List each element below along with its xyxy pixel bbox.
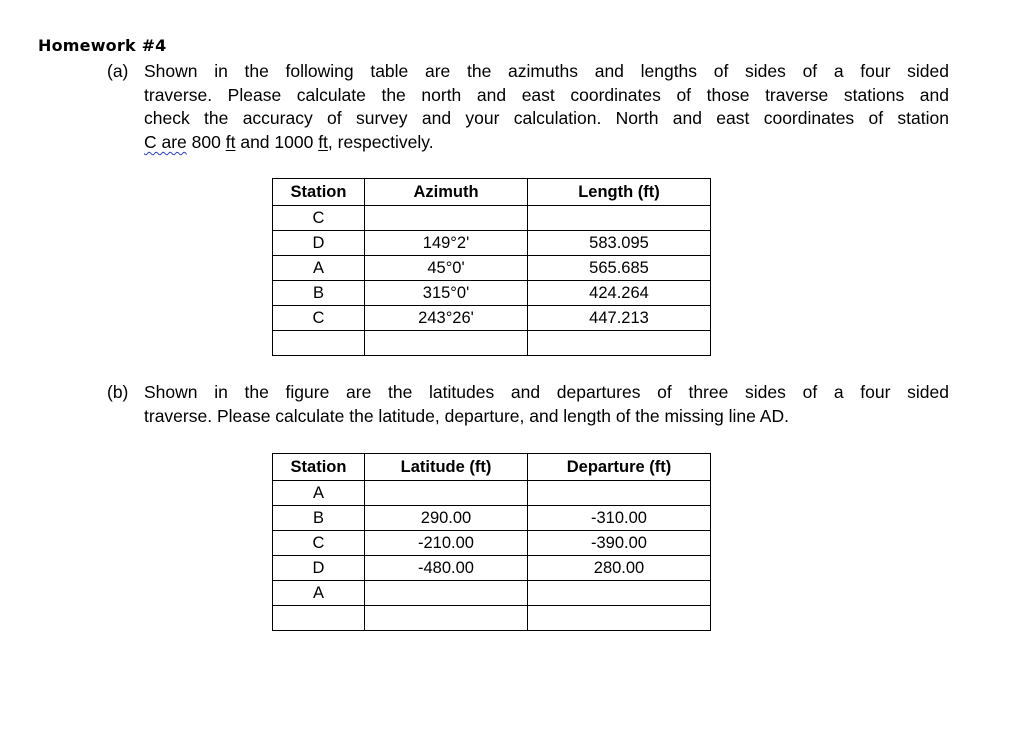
table-row [273, 531, 711, 556]
departure-cell: -310.00 [528, 506, 711, 531]
latitude-cell [365, 581, 528, 606]
departure-cell [528, 581, 711, 606]
length-cell: 565.685 [528, 256, 711, 281]
station-cell: D [273, 231, 365, 256]
azimuth-cell: 149°2' [365, 231, 528, 256]
table-row [273, 331, 711, 356]
part-a-line-1: Shown in the following table are the azimuths and lengths of sides of a four sided [144, 61, 949, 81]
header-length: Length (ft) [528, 179, 711, 206]
station-cell [273, 331, 365, 356]
latitude-cell: -480.00 [365, 556, 528, 581]
respectively-text: , respectively. [327, 132, 434, 153]
header-azimuth: Azimuth [365, 179, 528, 206]
length-cell: 583.095 [528, 231, 711, 256]
azimuth-cell: 315°0' [365, 281, 528, 306]
station-cell: C [273, 531, 365, 556]
east-text: and 1000 [235, 132, 319, 153]
departure-cell: -390.00 [528, 531, 711, 556]
latitude-cell: -210.00 [365, 531, 528, 556]
length-cell: 424.264 [528, 281, 711, 306]
station-cell [273, 606, 365, 631]
station-cell: C [273, 206, 365, 231]
table-row [273, 256, 711, 281]
ft-unit-1: ft [225, 132, 236, 153]
header-departure: Departure (ft) [528, 454, 711, 481]
latitude-cell [365, 606, 528, 631]
length-cell [528, 206, 711, 231]
header-station: Station [273, 179, 365, 206]
azimuth-cell [365, 331, 528, 356]
length-cell: 447.213 [528, 306, 711, 331]
azimuth-length-table [272, 178, 711, 356]
station-cell: A [273, 256, 365, 281]
departure-cell [528, 606, 711, 631]
station-cell: A [273, 581, 365, 606]
homework-title: Homework #4 [38, 36, 167, 55]
latitude-cell: 290.00 [365, 506, 528, 531]
station-c-text: C are [144, 132, 187, 153]
table-header-row [273, 179, 711, 206]
header-latitude: Latitude (ft) [365, 454, 528, 481]
header-station: Station [273, 454, 365, 481]
latitude-departure-table [272, 453, 711, 631]
azimuth-cell: 45°0' [365, 256, 528, 281]
table-row [273, 231, 711, 256]
table-row [273, 206, 711, 231]
departure-cell [528, 481, 711, 506]
departure-cell: 280.00 [528, 556, 711, 581]
length-cell [528, 331, 711, 356]
station-cell: D [273, 556, 365, 581]
table-header-row [273, 454, 711, 481]
north-text: 800 [186, 132, 226, 153]
table-row [273, 281, 711, 306]
table-row [273, 606, 711, 631]
table-row [273, 556, 711, 581]
part-a-paragraph [107, 60, 949, 155]
table-row [273, 306, 711, 331]
latitude-cell [365, 481, 528, 506]
table-row [273, 481, 711, 506]
part-a-label: (a) [107, 61, 129, 81]
part-a-line-2: traverse. Please calculate the north and east coordinates of those traverse stations and [144, 84, 949, 105]
station-cell: C [273, 306, 365, 331]
ft-unit-2: ft [318, 132, 328, 153]
table-row [273, 506, 711, 531]
part-a-line-3: check the accuracy of survey and your calculation. North and east coordinates of station [144, 108, 949, 129]
azimuth-cell: 243°26' [365, 306, 528, 331]
table-row [273, 581, 711, 606]
part-b-paragraph [107, 381, 949, 428]
part-b-line-2: traverse. Please calculate the latitude, departure, and length of the missing line AD. [144, 405, 789, 426]
station-cell: A [273, 481, 365, 506]
azimuth-cell [365, 206, 528, 231]
part-b-label: (b) [107, 382, 129, 402]
station-cell: B [273, 506, 365, 531]
part-a-line-4 [144, 131, 949, 155]
station-cell: B [273, 281, 365, 306]
part-b-line-1: Shown in the figure are the latitudes and departures of three sides of a four sided [144, 382, 949, 402]
